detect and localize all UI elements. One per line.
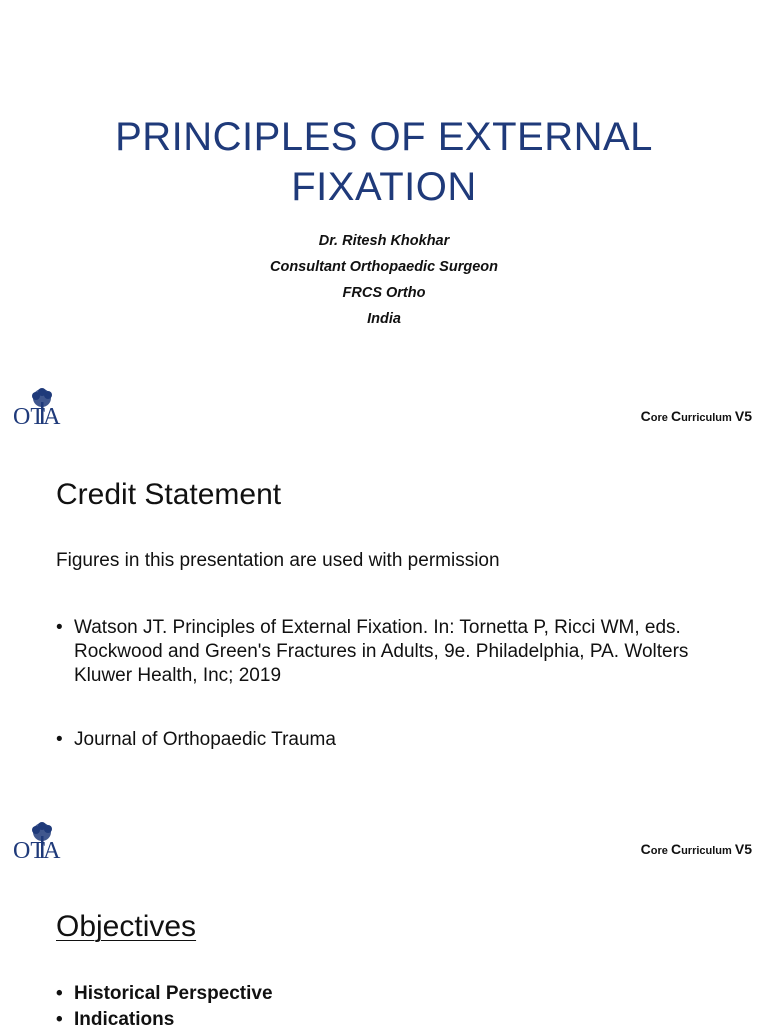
bullet-glyph: • bbox=[56, 729, 63, 750]
logo-text: OTA bbox=[13, 404, 61, 428]
author-role: Consultant Orthopaedic Surgeon bbox=[270, 259, 498, 275]
objectives-list bbox=[56, 982, 736, 1032]
footer-core-curriculum: Core Curriculum V5 bbox=[640, 408, 752, 424]
author-qualification: FRCS Ortho bbox=[342, 285, 426, 301]
list-item bbox=[56, 982, 736, 1006]
objective-text: Indications bbox=[74, 1009, 175, 1030]
title-line-1: PRINCIPLES OF EXTERNAL bbox=[115, 115, 653, 159]
credit-intro: Figures in this presentation are used with permission bbox=[56, 550, 500, 571]
list-item bbox=[56, 1008, 736, 1032]
author-name: Dr. Ritesh Khokhar bbox=[318, 233, 450, 249]
list-item bbox=[56, 728, 736, 752]
bullet-glyph: • bbox=[56, 617, 63, 638]
credit-item-text: Journal of Orthopaedic Trauma bbox=[74, 729, 336, 750]
bullet-glyph: • bbox=[56, 1009, 63, 1030]
title-slide bbox=[0, 0, 768, 432]
objectives-slide bbox=[0, 864, 768, 1030]
author-country: India bbox=[367, 311, 401, 327]
slide-heading: Objectives bbox=[56, 910, 197, 943]
footer-core-curriculum: Core Curriculum V5 bbox=[640, 841, 752, 857]
presentation-title bbox=[0, 112, 768, 212]
objective-text: Historical Perspective bbox=[74, 983, 273, 1004]
list-item bbox=[56, 616, 736, 688]
bullet-glyph: • bbox=[56, 983, 63, 1004]
ota-logo bbox=[12, 820, 76, 862]
credit-item-text: Watson JT. Principles of External Fixation. In: Tornetta P, Ricci WM, eds. Rockwood and Green's Fractures in Adults, 9e. Philadelphia, PA. Wolters Kluwer Health, Inc; 2019 bbox=[74, 617, 689, 686]
author-block bbox=[0, 228, 768, 332]
slide-heading: Credit Statement bbox=[56, 478, 282, 511]
logo-text: OTA bbox=[13, 838, 61, 862]
credit-slide bbox=[0, 432, 768, 864]
title-line-2: FIXATION bbox=[291, 165, 477, 209]
credit-list bbox=[56, 616, 736, 752]
ota-logo bbox=[12, 386, 76, 428]
